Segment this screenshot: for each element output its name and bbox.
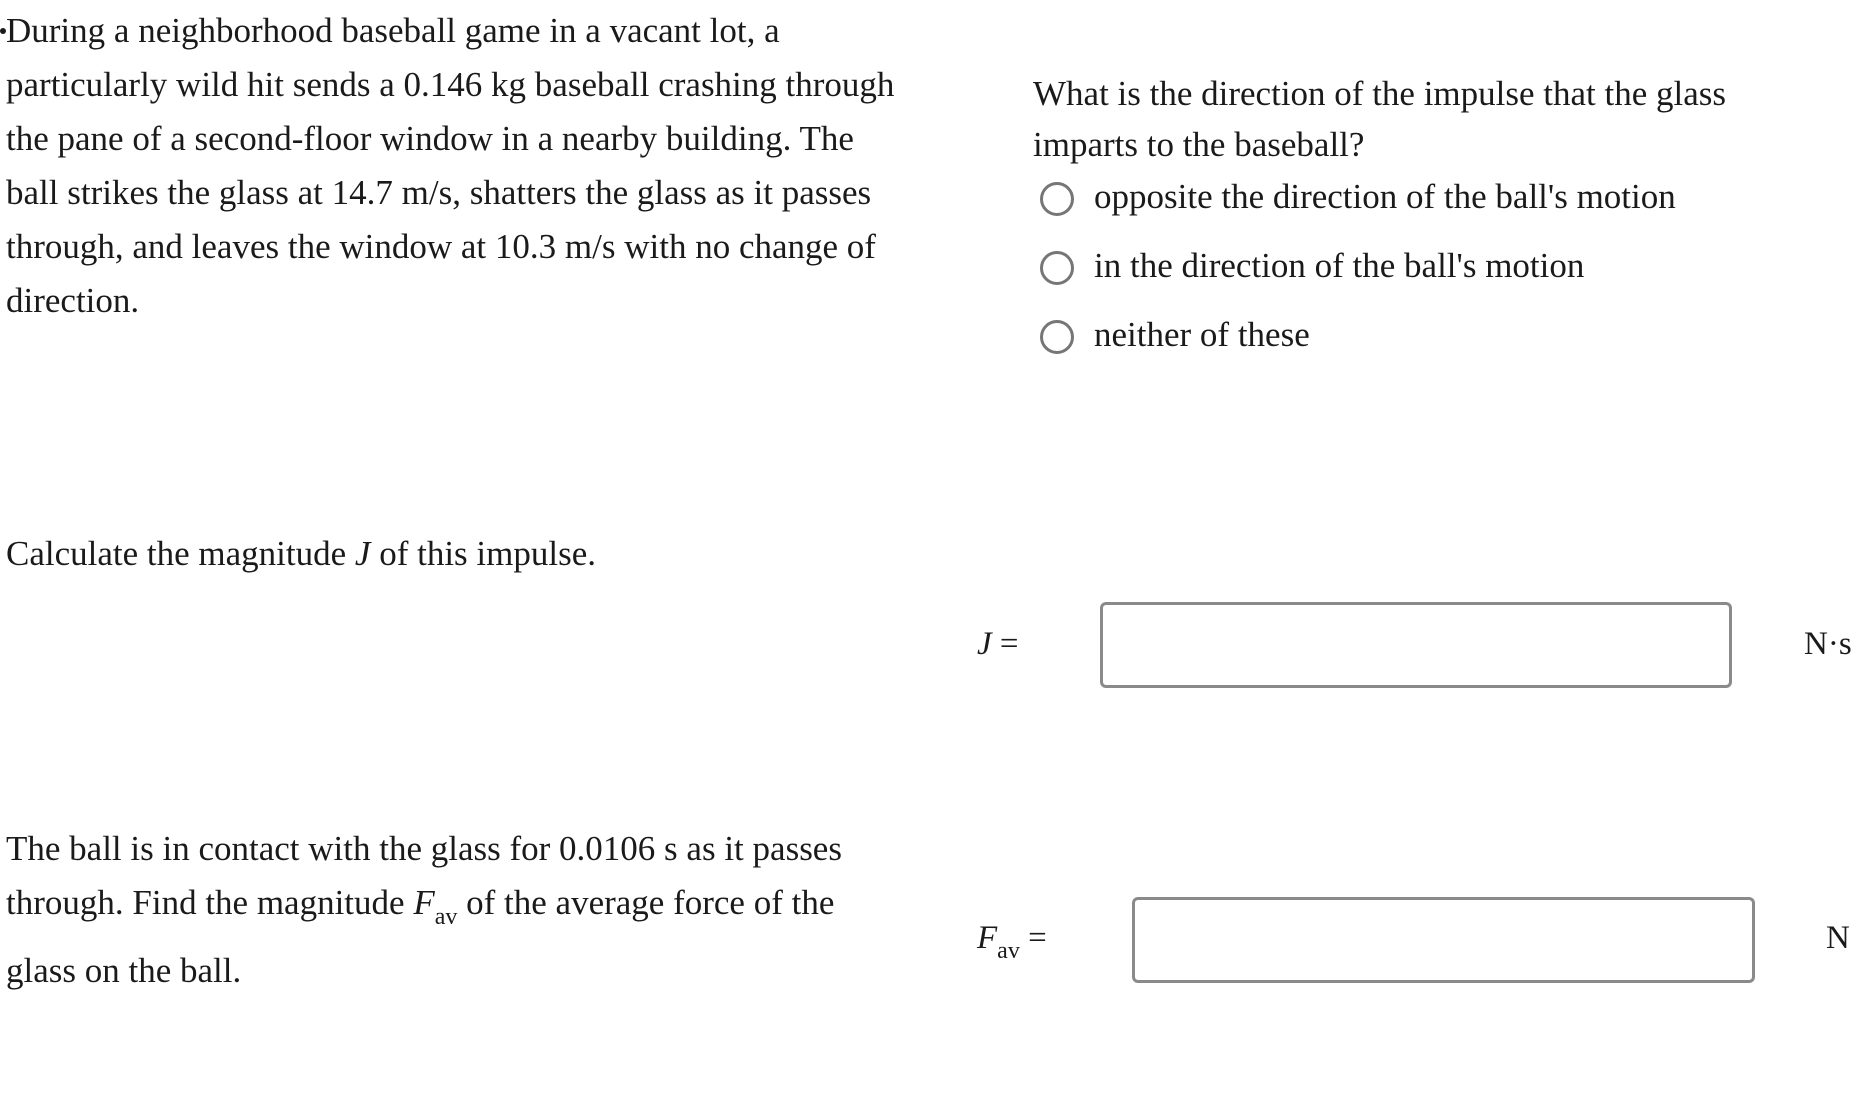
option-opposite[interactable] (1040, 170, 1800, 239)
force-question-variable: F (413, 883, 435, 922)
radio-button-opposite[interactable] (1040, 182, 1074, 216)
impulse-question-suffix: of this impulse. (370, 534, 597, 573)
impulse-question-prefix: Calculate the magnitude (6, 534, 355, 573)
impulse-unit: N·s (1804, 626, 1852, 662)
impulse-question (6, 527, 906, 581)
option-neither[interactable] (1040, 308, 1800, 377)
impulse-question-variable: J (354, 534, 371, 573)
option-label-same[interactable]: in the direction of the ball's motion (1094, 246, 1585, 285)
force-question-subscript: av (434, 904, 458, 930)
option-same[interactable] (1040, 239, 1800, 308)
impulse-variable-label (977, 624, 1019, 664)
radio-button-neither[interactable] (1040, 320, 1074, 354)
option-label-neither[interactable]: neither of these (1094, 315, 1310, 354)
direction-question-text: What is the direction of the impulse that the glass imparts to the baseball? (1033, 74, 1727, 164)
force-question-prefix: The ball is in contact with the glass for 0.0106 s as it passes through. Find the magnitude (6, 829, 842, 922)
force-unit: N (1826, 920, 1850, 956)
direction-options (1040, 170, 1800, 377)
impulse-var-letter: J (977, 626, 992, 662)
problem-intro-text: During a neighborhood baseball game in a vacant lot, a particularly wild hit sends a 0.146 kg baseball crashing through the pane of a second-floor window in a nearby building. The ball strikes the glass at 14.7 m/s, shatters the glass as it passes through, and leaves the window at 10.3 m/s with no change of direction. (6, 11, 895, 320)
force-question-suffix: of the average force of the glass on the ball. (6, 883, 835, 990)
radio-button-same[interactable] (1040, 251, 1074, 285)
problem-statement (6, 4, 906, 328)
impulse-equals-sign: = (999, 626, 1019, 662)
impulse-answer-input[interactable] (1100, 602, 1732, 688)
direction-question (1033, 68, 1823, 170)
force-variable-label (977, 918, 1047, 971)
force-answer-input[interactable] (1132, 897, 1755, 983)
force-var-subscript: av (997, 938, 1020, 964)
force-equals-sign: = (1028, 920, 1047, 956)
option-label-opposite[interactable]: opposite the direction of the ball's motion (1094, 177, 1676, 216)
force-question (6, 822, 906, 998)
force-var-letter: F (977, 920, 998, 956)
